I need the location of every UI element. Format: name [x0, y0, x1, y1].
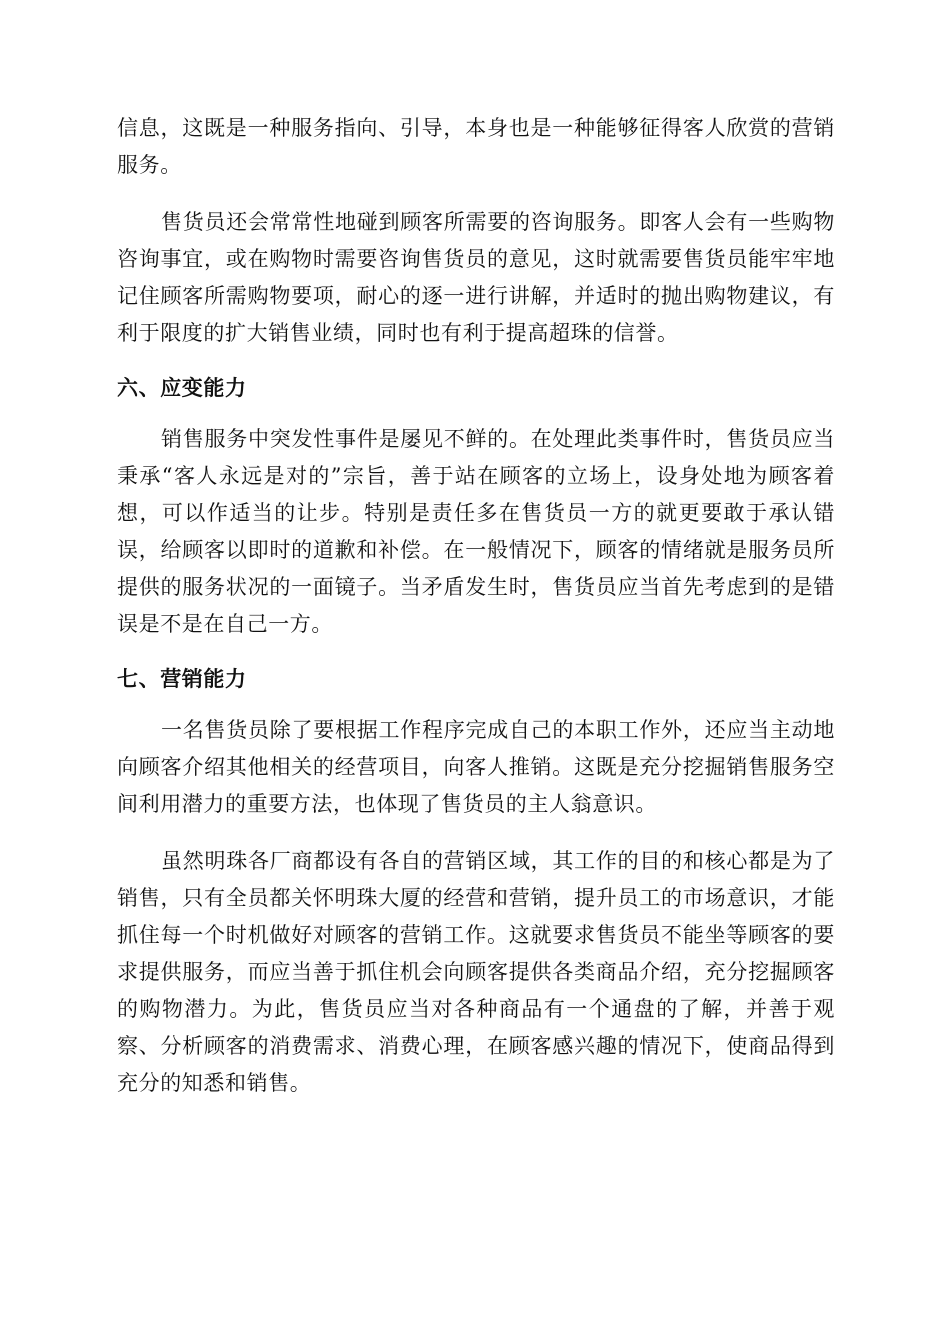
- paragraph-adaptability: 销售服务中突发性事件是屡见不鲜的。在处理此类事件时，售货员应当秉承“客人永远是对的”宗旨，善于站在顾客的立场上，设身处地为顾客着想，可以作适当的让步。特别是责任多在售货员一方的就更要敢于承认错误，给顾客以即时的道歉和补偿。在一般情况下，顾客的情绪就是服务员所提供的服务状况的一面镜子。当矛盾发生时，售货员应当首先考虑到的是错误是不是在自己一方。: [117, 427, 835, 636]
- paragraph-consulting-service: 售货员还会常常性地碰到顾客所需要的咨询服务。即客人会有一些购物咨询事宜，或在购物时需要咨询售货员的意见，这时就需要售货员能牢牢地记住顾客所需购物要项，耐心的逐一进行讲解，并适时的抛出购物建议，有利于限度的扩大销售业绩，同时也有利于提高超珠的信誉。: [117, 210, 835, 345]
- paragraph-marketing-detail: 虽然明珠各厂商都设有各自的营销区域，其工作的目的和核心都是为了销售，只有全员都关怀明珠大厦的经营和营销，提升员工的市场意识，才能抓住每一个时机做好对顾客的营销工作。这就要求售货员不能坐等顾客的要求提供服务，而应当善于抓住机会向顾客提供各类商品介绍，充分挖掘顾客的购物潜力。为此，售货员应当对各种商品有一个通盘的了解，并善于观察、分析顾客的消费需求、消费心理，在顾客感兴趣的情况下，使商品得到充分的知悉和销售。: [117, 849, 835, 1095]
- paragraph-marketing-intro: 一名售货员除了要根据工作程序完成自己的本职工作外，还应当主动地向顾客介绍其他相关的经营项目，向客人推销。这既是充分挖掘销售服务空间利用潜力的重要方法，也体现了售货员的主人翁意识。: [117, 718, 835, 816]
- document-page: [117, 110, 835, 1102]
- section-heading-marketing: 七、营销能力: [117, 667, 247, 691]
- paragraph-intro-continued: 信息，这既是一种服务指向、引导，本身也是一种能够征得客人欣赏的营销服务。: [117, 116, 835, 177]
- section-heading-adaptability: 六、应变能力: [117, 376, 247, 400]
